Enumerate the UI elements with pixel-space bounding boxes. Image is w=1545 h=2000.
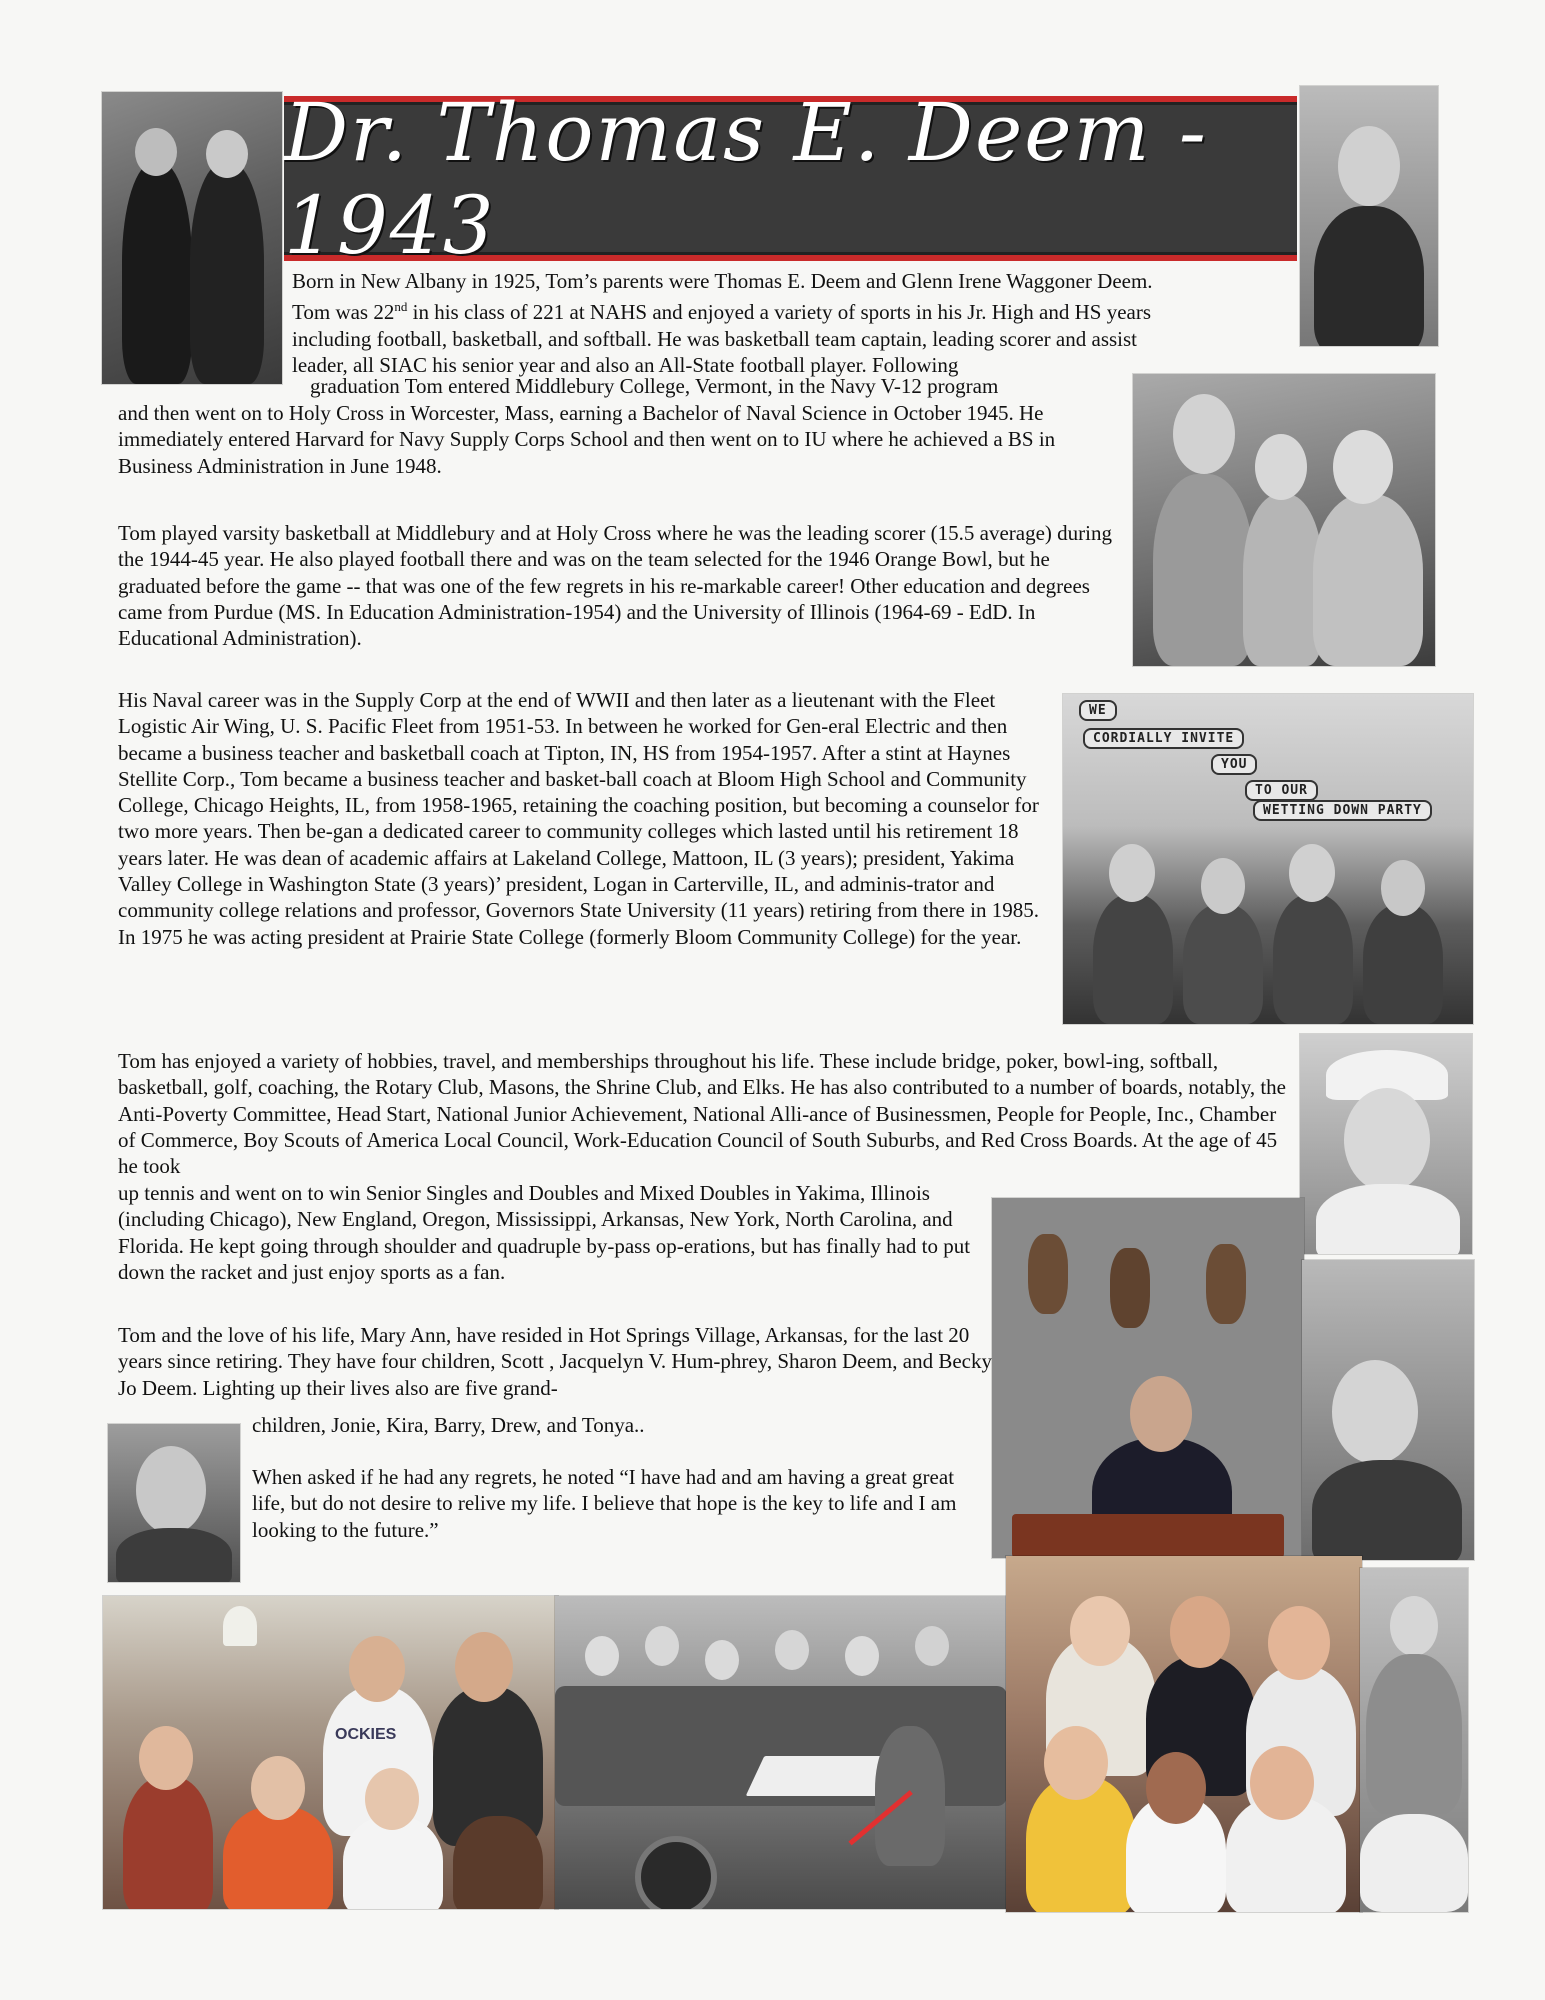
page-title: Dr. Thomas E. Deem - 1943: [284, 85, 1208, 272]
photo-wetting-down-party: [1063, 694, 1473, 1024]
paragraph-4-top: Tom has enjoyed a variety of hobbies, travel, and memberships throughout his life. These include bridge, poker, bowl-ing, softball, basketball, golf, coaching, the Rotary Club, Masons, the Shrine Club, and Elks. He has also contributed to a number of boards, notably, the Anti-Poverty Committee, Head Start, National Junior Achievement, National Alli-ance of Businessmen, People for People, Inc., Chamber of Commerce, Boy Scouts of America Local Council, Work-Education Council of South Suburbs, and Red Cross Boards. At the age of 45 he took: [118, 1049, 1286, 1179]
text-line: including football, basketball, and softball. He was basketball team captain, leading scorer and assist: [292, 326, 1138, 351]
paragraph-5-rest: children, Jonie, Kira, Barry, Drew, and Tonya..: [252, 1413, 645, 1437]
jersey-text: OCKIES: [335, 1726, 397, 1743]
invite-we: WE: [1079, 700, 1117, 721]
photo-two-men-top-left: [102, 92, 282, 384]
photo-young-man-portrait: [108, 1424, 240, 1582]
photo-naval-officers-handshake: [1133, 374, 1435, 666]
text-line: leader, all SIAC his senior year and also an All-State football player. Following: [292, 352, 959, 377]
text-line: Tom was 22nd in his class of 221 at NAHS and enjoyed a variety of sports in his Jr. High and HS years: [292, 299, 1152, 325]
text-line: Born in New Albany in 1925, Tom’s parents were Thomas E. Deem and Glenn Irene Waggoner Deem.: [292, 269, 1153, 293]
photo-monkey-figurines: [992, 1198, 1304, 1558]
paragraph-6-quote: When asked if he had any regrets, he noted “I have had and am having a great great life, but do not desire to relive my life. I believe that hope is the key to life and I am looking to the future.”: [252, 1465, 957, 1542]
paragraph-2: Tom played varsity basketball at Middlebury and at Holy Cross where he was the leading scorer (15.5 average) during the 1944-45 year. He also played football there and was on the team selected for the 1946 Orange Bowl, but he graduated before the game -- that was one of the few regrets in his re-markable career! Other education and degrees came from Purdue (MS. In Education Administration-1954) and the University of Illinois (1964-69 - EdD. In Educational Administration).: [118, 521, 1112, 651]
invite-to-our: TO OUR: [1245, 780, 1318, 801]
paragraph-1-line5: [310, 373, 1130, 399]
text-line: graduation Tom entered Middlebury College, Vermont, in the Navy V-12 program: [310, 374, 999, 398]
photo-family-group: [103, 1596, 558, 1909]
paragraph-1-top: [292, 268, 1322, 378]
invite-party: WETTING DOWN PARTY: [1253, 800, 1432, 821]
invite-you: YOU: [1211, 754, 1257, 775]
photo-sailor-portrait: [1300, 1034, 1472, 1254]
invite-cordially: CORDIALLY INVITE: [1083, 728, 1244, 749]
paragraph-5-top: Tom and the love of his life, Mary Ann, have resided in Hot Springs Village, Arkansas, for the last 20 years since retiring. They have four children, Scott , Jacquelyn V. Hum-phrey, Sharon Deem, and Becky Jo Deem. Lighting up their lives also are five grand-: [118, 1323, 992, 1400]
title-banner: [284, 85, 1297, 272]
paragraph-1-rest: and then went on to Holy Cross in Worcester, Mass, earning a Bachelor of Naval Science in October 1945. He immediately entered Harvard for Navy Supply Corps School and then went on to IU where he achieved a BS in Business Administration in June 1948.: [118, 401, 1056, 478]
paragraph-3: His Naval career was in the Supply Corp at the end of WWII and then later as a lieutenant with the Fleet Logistic Air Wing, U. S. Pacific Fleet from 1951-53. In between he worked for Gen-eral Electric and then became a business teacher and basketball coach at Tipton, IN, HS from 1954-1957. After a stint at Haynes Stellite Corp., Tom became a business teacher and basket-ball coach at Bloom High School and Community College, Chicago Heights, IL, from 1958-1965, retaining the coaching position, but becoming a counselor for two more years. Then be-gan a dedicated career to community colleges which lasted until his retirement 18 years later. He was dean of academic affairs at Lakeland College, Mattoon, IL (3 years); president, Yakima Valley College in Washington State (3 years)’ president, Logan in Carterville, IL, and adminis-trator and community college relations and professor, Governors State University (11 years) retiring from there in 1985. In 1975 he was acting president at Prairie State College (formerly Bloom Community College) for the year.: [118, 688, 1039, 949]
photo-man-in-suit: [1360, 1568, 1468, 1912]
paragraph-4-rest: up tennis and went on to win Senior Singles and Doubles and Mixed Doubles in Yakima, Illinois (including Chicago), New England, Oregon, Mississippi, Arkansas, New York, North Carolina, and Florida. He kept going through shoulder and quadruple by-pass op-erations, but has finally had to put down the racket and just enjoy sports as a fan.: [118, 1181, 971, 1284]
photo-adults-group: [1006, 1556, 1362, 1912]
photo-group-on-car: [555, 1596, 1007, 1909]
photo-basketball-player: [1302, 1260, 1474, 1560]
